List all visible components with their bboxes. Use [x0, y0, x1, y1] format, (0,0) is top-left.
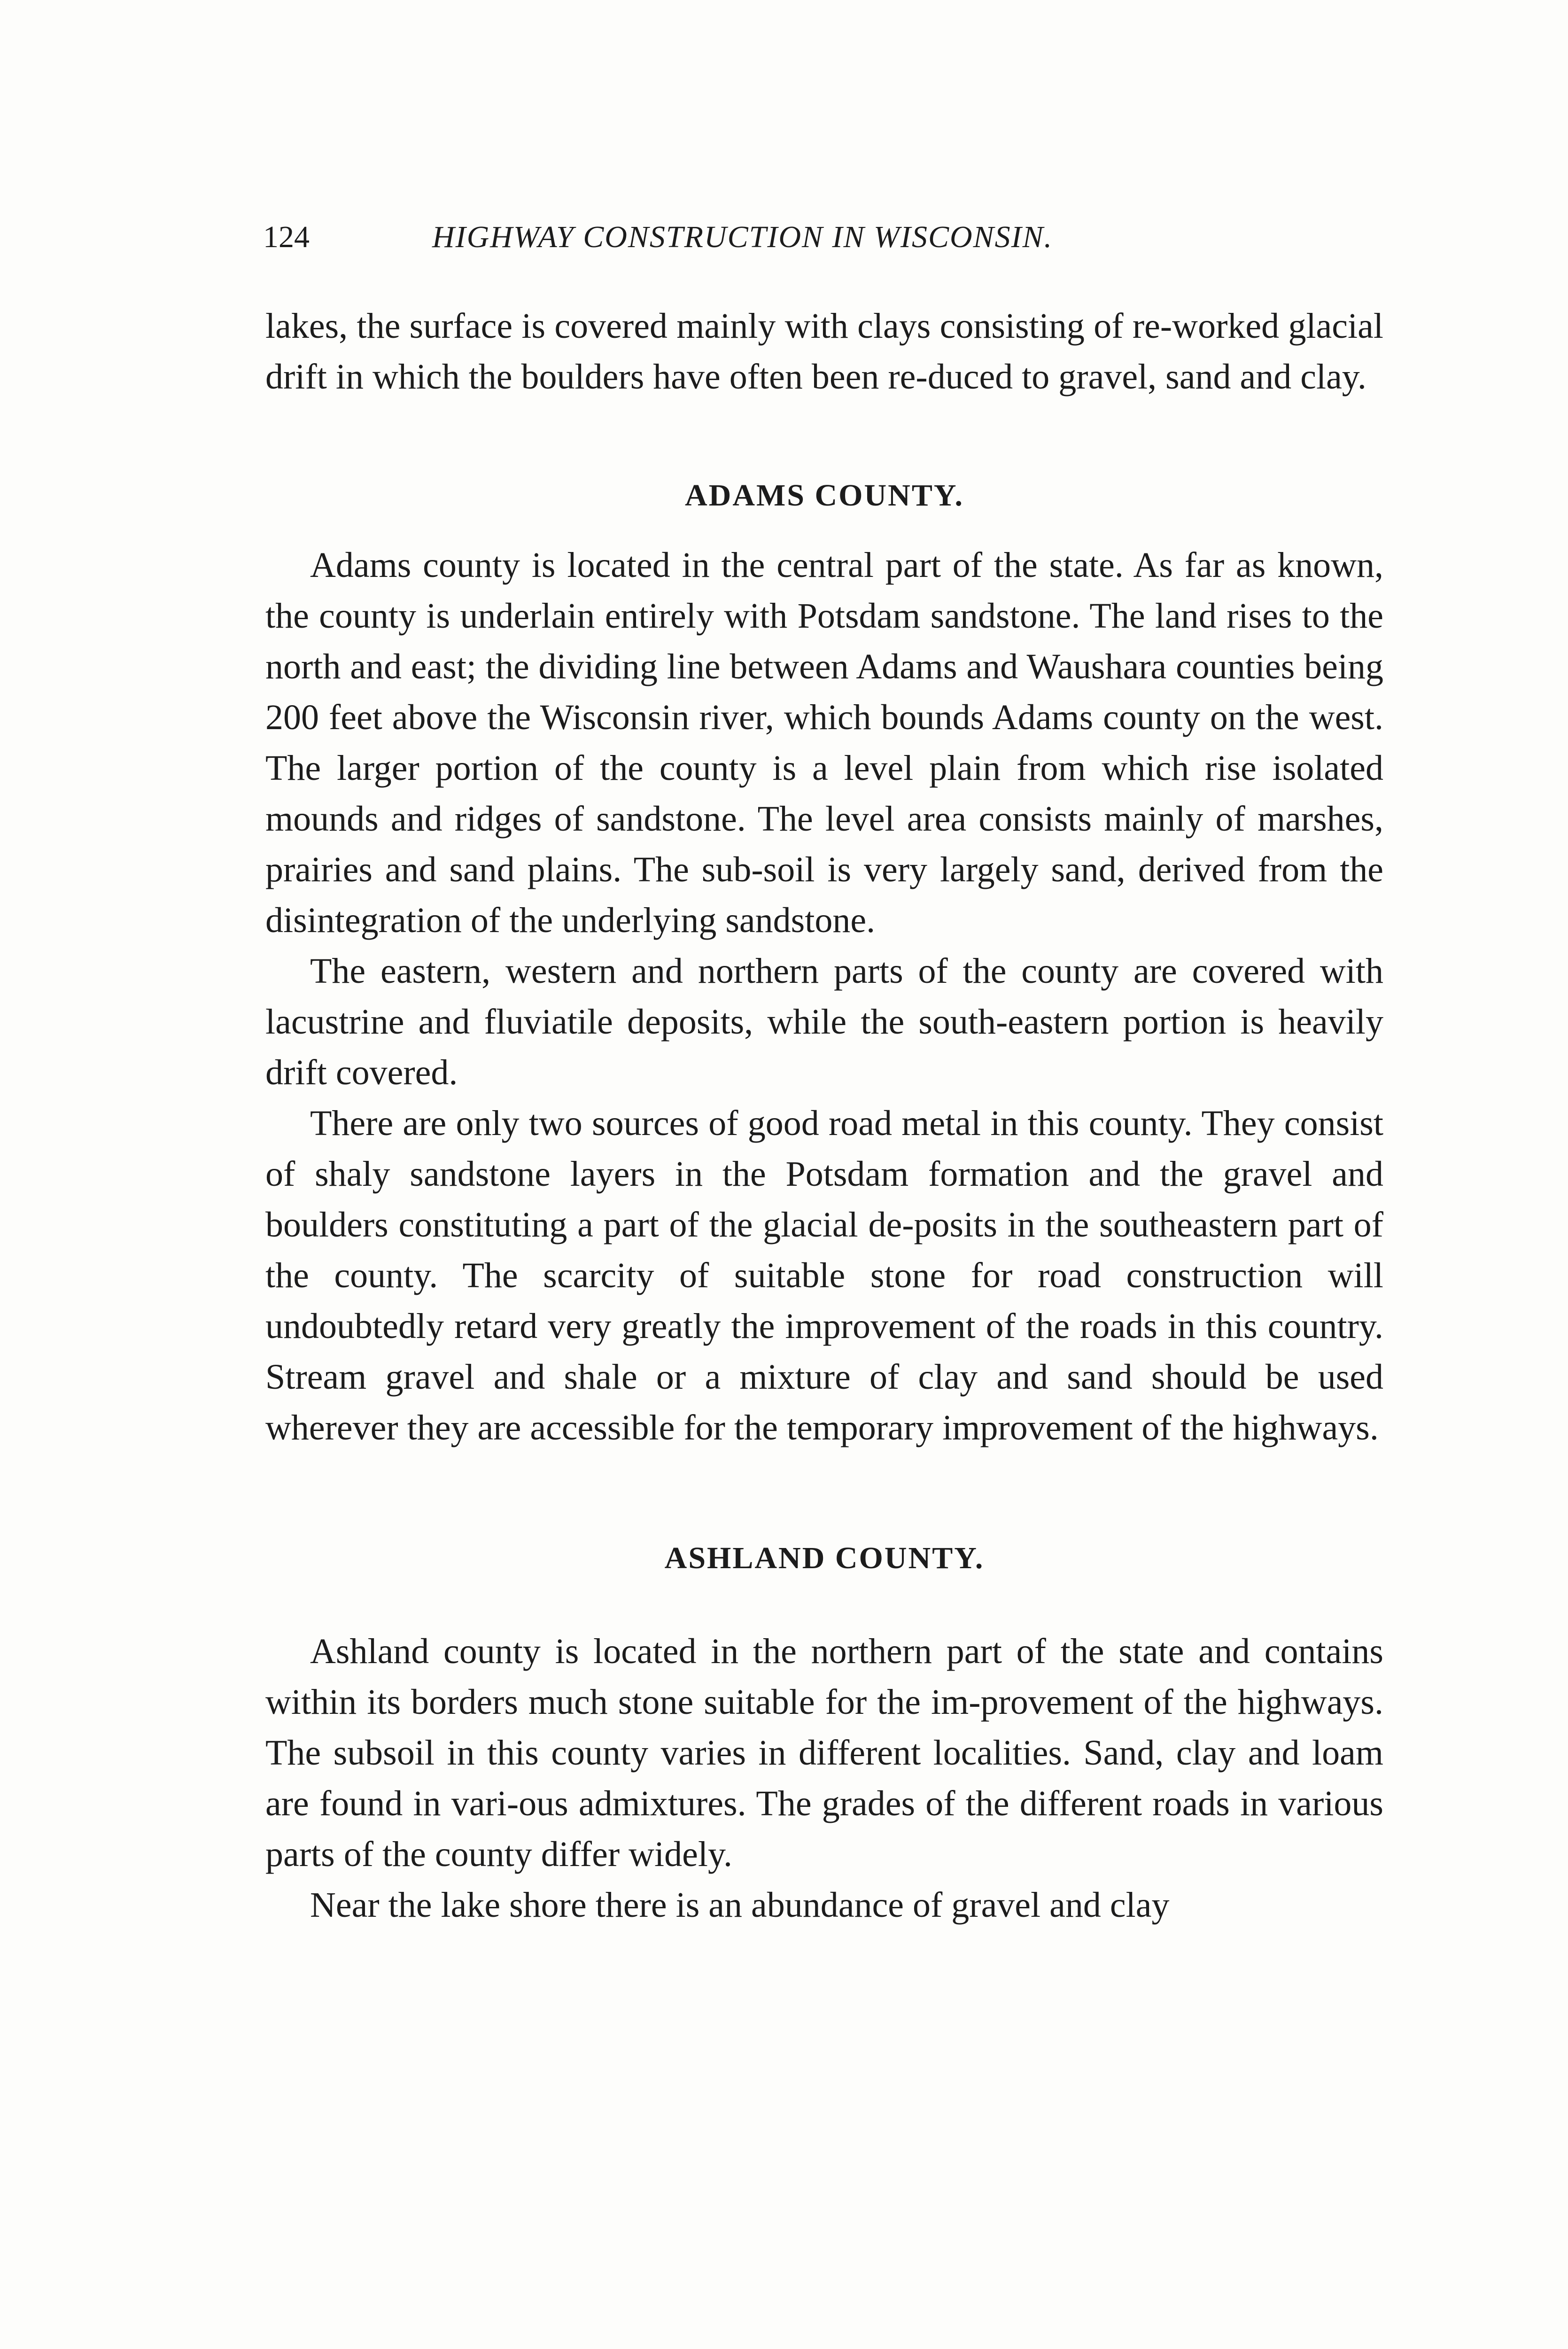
section-heading-adams: ADAMS COUNTY. — [685, 478, 964, 513]
section-heading-ashland: ASHLAND COUNTY. — [664, 1541, 985, 1575]
continued-paragraph: lakes, the surface is covered mainly with clays consisting of re-worked glacial drift in which the boulders have often been re-duced to gravel, sand and clay. — [265, 306, 1383, 397]
running-header — [263, 211, 1390, 263]
running-title: HIGHWAY CONSTRUCTION IN WISCONSIN. — [432, 220, 1053, 254]
paragraph-adams-2: The eastern, western and northern parts of the county are covered with lacustrine and fluviatile deposits, while the south-eastern portion is heavily drift covered. — [265, 951, 1383, 1092]
paragraph-ashland-1: Ashland county is located in the northern part of the state and contains within its borders much stone suitable for the im-provement of the highways. The subsoil in this county varies in different localities. Sand, clay and loam are found in vari-ous admixtures. The grades of the different roads in various parts of the county differ widely. — [265, 1632, 1383, 1874]
paragraph-ashland-2: Near the lake shore there is an abundance of gravel and clay — [310, 1885, 1170, 1925]
paragraph-adams-3: There are only two sources of good road metal in this county. They consist of shaly sandstone layers in the Potsdam formation and the gravel and boulders constituting a part of the glacial de-posits in the southeastern part of the county. The scarcity of suitable stone for road construction will undoubtedly retard very greatly the improvement of the roads in this country. Stream gravel and shale or a mixture of clay and sand should be used wherever they are accessible for the temporary improvement of the highways. — [265, 1104, 1383, 1447]
text-column — [265, 301, 1383, 1930]
paragraph-adams-1: Adams county is located in the central part of the state. As far as known, the county is underlain entirely with Potsdam sandstone. The land rises to the north and east; the dividing line between Adams and Waushara counties being 200 feet above the Wisconsin river, which bounds Adams county on the west. The larger portion of the county is a level plain from which rise isolated mounds and ridges of sandstone. The level area consists mainly of marshes, prairies and sand plains. The sub-soil is very largely sand, derived from the disintegration of the underlying sandstone. — [265, 545, 1383, 940]
page-number: 124 — [263, 220, 310, 254]
